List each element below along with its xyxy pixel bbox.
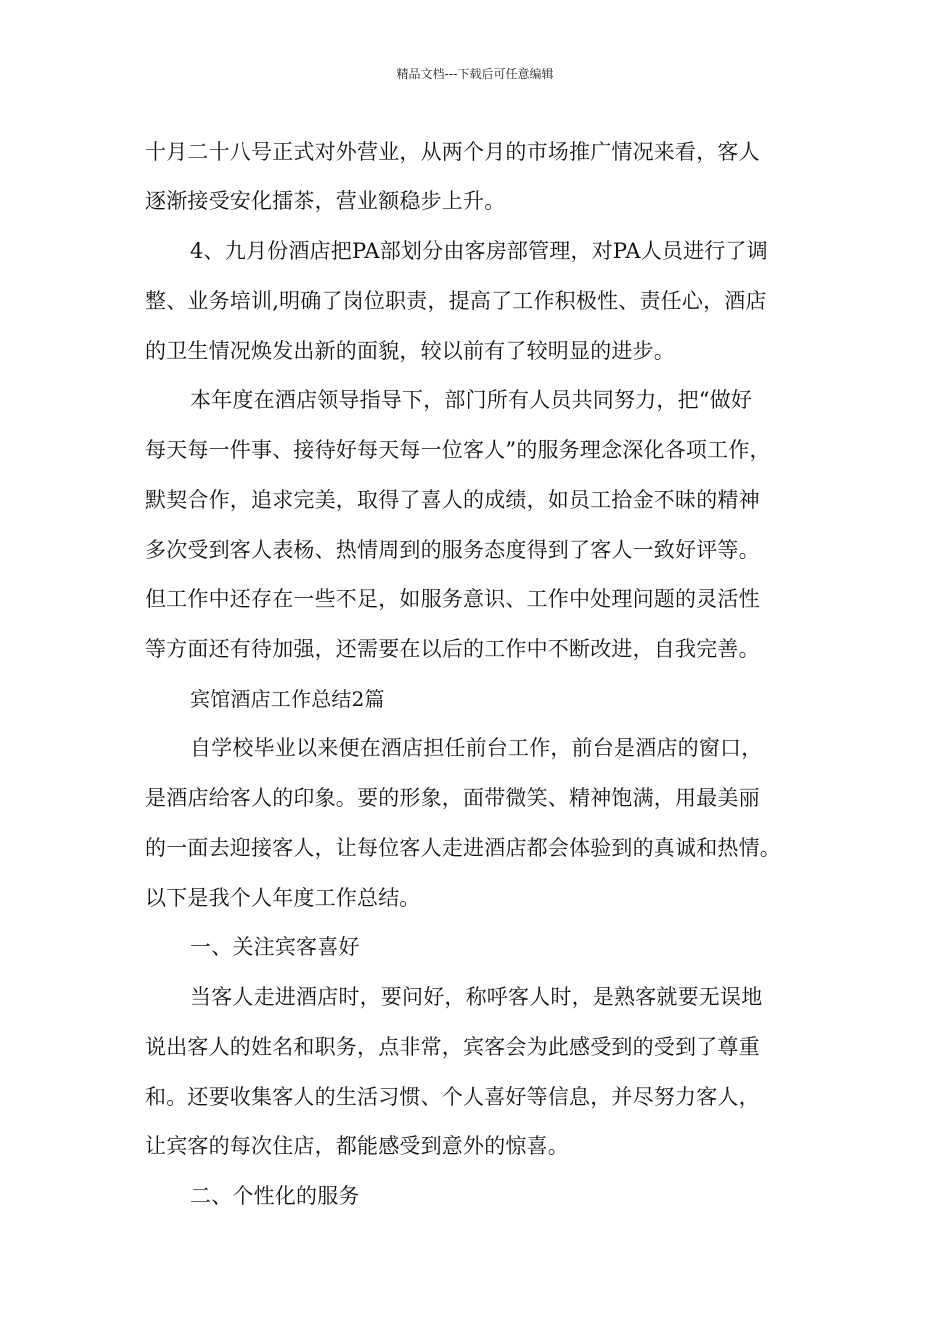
text-line: 说出客人的姓名和职务，点非常，宾客会为此感受到的受到了尊重 [145,1035,760,1059]
text-line: 逐渐接受安化擂茶，营业额稳步上升。 [145,189,506,213]
section-heading: 一、关注宾客喜好 [190,935,360,959]
text-line: 默契合作，追求完美，取得了喜人的成绩，如员工拾金不昧的精神 [145,488,760,512]
text-line: 是酒店给客人的印象。要的形象，面带微笑、精神饱满，用最美丽 [145,786,760,810]
text-line: 让宾客的每次住店，都能感受到意外的惊喜。 [145,1134,569,1158]
text-line: 十月二十八号正式对外营业，从两个月的市场推广情况来看，客人 [145,140,760,164]
text-line: 但工作中还存在一些不足，如服务意识、工作中处理问题的灵活性 [145,587,760,611]
text-line: 每天每一件事、接待好每天每一位客人”的服务理念深化各项工作， [145,438,771,462]
text-line: 以下是我个人年度工作总结。 [145,886,421,910]
text-line: 等方面还有待加强，还需要在以后的工作中不断改进，自我完善。 [145,637,760,661]
text-line: 当客人走进酒店时，要问好，称呼客人时，是熟客就要无误地 [190,985,763,1009]
text-line: 的一面去迎接客人，让每位客人走进酒店都会体验到的真诚和热情。 [145,836,781,860]
section-title: 宾馆酒店工作总结2篇 [190,687,385,711]
text-line: 自学校毕业以来便在酒店担任前台工作，前台是酒店的窗口， [190,736,763,760]
text-line: 4、九月份酒店把PA部划分由客房部管理，对PA人员进行了调 [190,239,768,263]
text-line: 多次受到客人表杨、热情周到的服务态度得到了客人一致好评等。 [145,538,760,562]
text-line: 和。还要收集客人的生活习惯、个人喜好等信息，并尽努力客人， [145,1085,760,1109]
text-line: 的卫生情况焕发出新的面貌，较以前有了较明显的进步。 [145,339,675,363]
text-line: 本年度在酒店领导指导下，部门所有人员共同努力，把“做好 [190,388,753,412]
page-header: 精品文档---下载后可任意编辑 [396,67,554,81]
text-line: 整、业务培训,明确了岗位职责，提高了工作积极性、责任心，酒店 [145,289,767,313]
section-heading: 二、个性化的服务 [190,1184,360,1208]
